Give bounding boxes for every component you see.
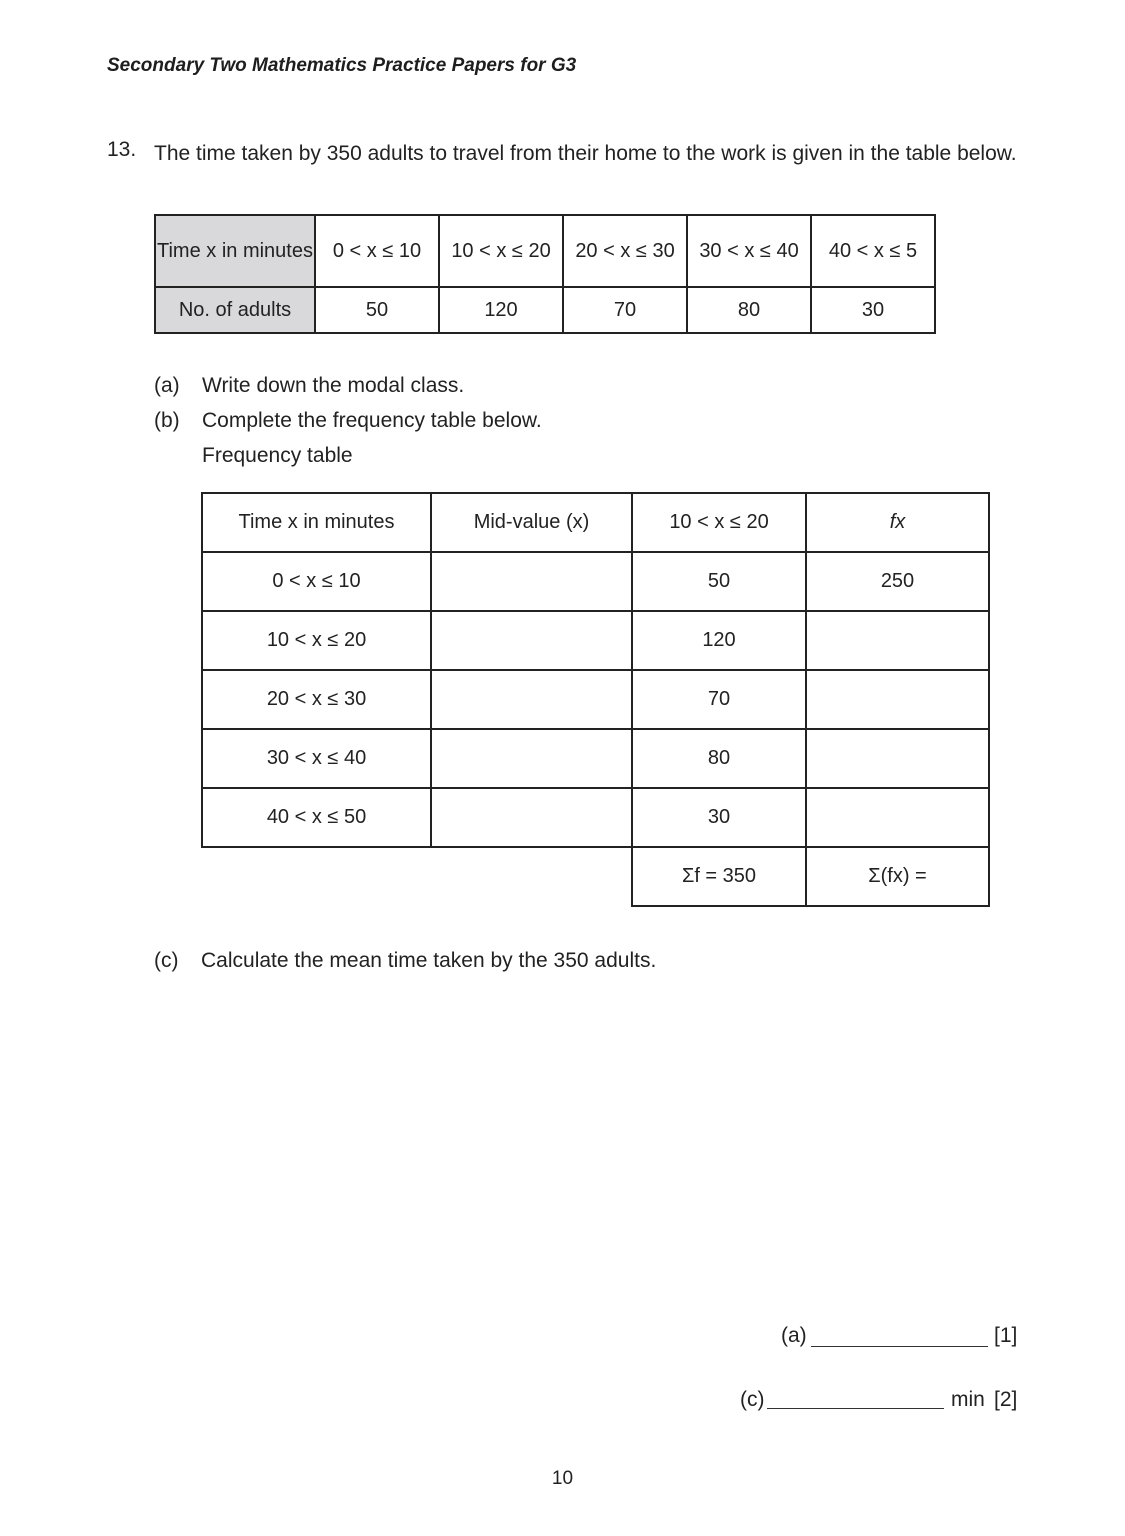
frequency-table — [201, 492, 990, 907]
mid-value-cell[interactable] — [431, 611, 632, 670]
mid-value-cell[interactable] — [431, 552, 632, 611]
interval-cell: 30 < x ≤ 40 — [687, 215, 811, 287]
frequency-cell: 80 — [632, 729, 806, 788]
interval-cell: 20 < x ≤ 30 — [563, 215, 687, 287]
answer-a-marks: [1] — [994, 1324, 1018, 1347]
answer-a-label: (a) — [781, 1324, 807, 1347]
answer-c-unit: min — [951, 1388, 985, 1411]
frequency-cell: 50 — [632, 552, 806, 611]
answer-c-line[interactable] — [767, 1408, 944, 1409]
table-row — [202, 670, 989, 729]
answer-a-line[interactable] — [811, 1346, 988, 1347]
part-b-text: Complete the frequency table below. — [202, 409, 542, 432]
table-row — [202, 611, 989, 670]
part-a-label: (a) — [154, 374, 180, 397]
page-number: 10 — [551, 1468, 574, 1489]
empty-cell — [431, 847, 632, 906]
value-cell: 50 — [315, 287, 439, 333]
value-cell: 70 — [563, 287, 687, 333]
interval-cell: 30 < x ≤ 40 — [202, 729, 431, 788]
interval-cell: 10 < x ≤ 20 — [202, 611, 431, 670]
frequency-cell: 30 — [632, 788, 806, 847]
frequency-table-title: Frequency table — [202, 444, 353, 467]
frequency-cell: 70 — [632, 670, 806, 729]
fx-cell[interactable] — [806, 729, 989, 788]
mid-value-cell[interactable] — [431, 788, 632, 847]
question-text: The time taken by 350 adults to travel from their home to the work is given in the table below. — [154, 142, 1017, 165]
sum-f-cell: Σf = 350 — [632, 847, 806, 906]
value-cell: 80 — [687, 287, 811, 333]
interval-cell: 0 < x ≤ 10 — [315, 215, 439, 287]
col-header-mid: Mid-value (x) — [431, 493, 632, 552]
fx-cell[interactable] — [806, 670, 989, 729]
mid-value-cell[interactable] — [431, 729, 632, 788]
running-header: Secondary Two Mathematics Practice Papers for G3 — [107, 55, 577, 76]
sum-fx-cell[interactable]: Σ(fx) = — [806, 847, 989, 906]
data-table — [154, 214, 936, 334]
col-header-time: Time x in minutes — [202, 493, 431, 552]
fx-cell[interactable]: 250 — [806, 552, 989, 611]
table-row — [202, 788, 989, 847]
col-header-frequency: 10 < x ≤ 20 — [632, 493, 806, 552]
mid-value-cell[interactable] — [431, 670, 632, 729]
part-a-text: Write down the modal class. — [202, 374, 465, 397]
frequency-cell: 120 — [632, 611, 806, 670]
interval-cell: 10 < x ≤ 20 — [439, 215, 563, 287]
interval-cell: 0 < x ≤ 10 — [202, 552, 431, 611]
part-b-label: (b) — [154, 409, 180, 432]
table-header-adults: No. of adults — [155, 287, 315, 333]
part-c-text: Calculate the mean time taken by the 350 adults. — [201, 949, 657, 972]
part-c-label: (c) — [154, 949, 179, 972]
answer-c-marks: [2] — [994, 1388, 1018, 1411]
empty-cell — [202, 847, 431, 906]
value-cell: 120 — [439, 287, 563, 333]
fx-cell[interactable] — [806, 611, 989, 670]
table-header-time: Time x in minutes — [155, 215, 315, 287]
col-header-fx: fx — [806, 493, 989, 552]
fx-cell[interactable] — [806, 788, 989, 847]
question-number: 13. — [107, 138, 137, 161]
answer-c-label: (c) — [740, 1388, 765, 1411]
interval-cell: 40 < x ≤ 50 — [202, 788, 431, 847]
table-row — [202, 729, 989, 788]
interval-cell: 20 < x ≤ 30 — [202, 670, 431, 729]
table-row — [202, 552, 989, 611]
value-cell: 30 — [811, 287, 935, 333]
interval-cell: 40 < x ≤ 5 — [811, 215, 935, 287]
